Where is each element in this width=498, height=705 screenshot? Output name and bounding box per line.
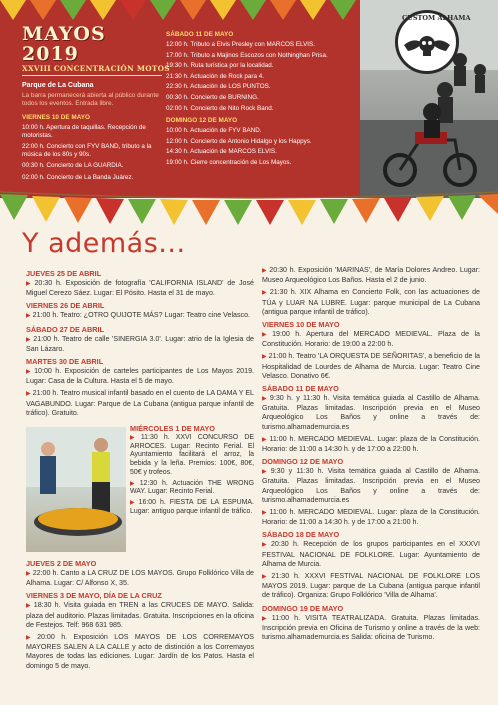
bullet-icon: ▶: [262, 615, 270, 622]
day-heading: MIÉRCOLES 1 DE MAYO: [130, 424, 215, 434]
events-left-column: [26, 266, 254, 674]
saturday-item: 02:00 h. Concierto de Nito Rock Band.: [166, 104, 274, 112]
bullet-icon: ▶: [262, 436, 268, 443]
day-heading: MARTES 30 DE ABRIL: [26, 357, 104, 367]
saturday-item: 17:00 h. Tributo a Majinos Escozos con Nothinghan Prisa.: [166, 51, 328, 59]
bar-note: La barra permanecerá abierta al público durante todos los eventos. Entrada libre.: [22, 92, 159, 107]
day-heading: DOMINGO 19 DE MAYO: [262, 603, 344, 613]
event-item: ▶ 21:30 h. XIX Alhama en Concierto Folk, con las actuaciones de TÚA y LUAR NA LUBRE. Lugar: parque municipal de La Cubana (antigua parque infantil de tráfico).: [262, 288, 480, 316]
bullet-icon: ▶: [130, 499, 137, 506]
custom-alhama-logo: [395, 10, 471, 74]
day-heading: SÁBADO 18 DE MAYO: [262, 530, 340, 540]
sunday-item: 19:00 h. Cierre concentración de Los Mayos.: [166, 158, 292, 166]
logo-text: CUSTOM ALHAMA: [402, 14, 471, 22]
motorcycle-photo: [360, 0, 498, 198]
bullet-icon: ▶: [262, 542, 269, 549]
event-item: ▶ 9:30 h. y 11:30 h. Visita temática guiada al Castillo de Alhama. Gratuita. Plazas limitadas. Inscripción previa en el Museo Arqueológico Los Baños y online a través de: turismo.alhamademurcia.es: [262, 394, 480, 431]
day-heading: JUEVES 2 DE MAYO: [26, 559, 97, 569]
event-item: ▶ 11:30 h. XXVI CONCURSO DE ARROCES. Lugar: Recinto Ferial. El Ayuntamiento facilitará el arroz, la bebida y la leña. Premios: 100€, 80€, 50€ y trofeos.: [130, 434, 254, 476]
event-item: ▶ 16:00 h. FIESTA DE LA ESPUMA. Lugar: antiguo parque infantil de tráfico.: [130, 498, 254, 515]
bullet-icon: ▶: [262, 332, 271, 339]
bullet-icon: ▶: [130, 480, 138, 487]
bullet-icon: ▶: [130, 435, 139, 442]
friday-item: 02:00 h. Concierto de La Banda Juárez.: [22, 173, 134, 181]
event-item: ▶ 20:00 h. Exposición LOS MAYOS DE LOS CORREMAYOS MAYORES SALEN A LA CALLE y acto de distinción a los Corremayos Mayores de todas las ediciones. Lugar: Jardín de los Patos. Hasta el domingo 5 de mayo.: [26, 633, 254, 670]
friday-item: 00:30 h. Concierto de LA GUARDIA.: [22, 162, 124, 170]
bullet-icon: ▶: [26, 571, 31, 578]
day-heading: VIERNES 26 DE ABRIL: [26, 301, 105, 311]
bullet-icon: ▶: [26, 635, 36, 642]
event-item: ▶ 11:00 h. VISITA TEATRALIZADA. Gratuita. Plazas limitadas. Inscripción previa en Oficina de Turismo y online a través de la web: turismo.alhamademurcia.es Salida: oficina de Turismo.: [262, 613, 480, 642]
friday-heading: VIERNES 10 DE MAYO: [22, 114, 90, 121]
event-item: ▶ 21:30 h. XXXVI FESTIVAL NACIONAL DE FOLKLORE LOS MAYOS 2019. Lugar: parque de La Cubana (antigua parque infantil de tráfico). Organiza: Grupo Folklórico 'Villa de Alhama'.: [262, 572, 480, 600]
events-right-column: [262, 266, 480, 645]
saturday-item: 12:00 h. Tributo a Elvis Presley con MARCOS ELVIS.: [166, 41, 315, 48]
saturday-heading: SÁBADO 11 DE MAYO: [166, 31, 234, 38]
event-item: ▶ 21:00 h. Teatro de calle 'SINERGIA 3.0'. Lugar: atrio de la Iglesia de San Lázaro.: [26, 334, 254, 353]
venue: Parque de La Cubana: [22, 82, 94, 89]
sunday-item: 14:30 h. Actuación de MARCOS ELVIS.: [166, 148, 277, 156]
event-item: ▶ 21:00 h. Teatro: ¿OTRO QUIJOTE MÁS? Lugar: Teatro cine Velasco.: [26, 311, 251, 320]
bunting-bottom: [0, 173, 498, 226]
event-item: ▶ 10:00 h. Exposición de carteles participantes de Los Mayos 2019. Lugar: Casa de la Cultura. Hasta el 5 de mayo.: [26, 367, 254, 386]
event-item: ▶ 20:30 h. Exposición de fotografía 'CALIFORNIA ISLAND' de José Miguel Cerezo Sáez. Lugar: El Pósito. Hasta el 31 de mayo.: [26, 279, 254, 298]
bullet-icon: ▶: [26, 369, 33, 376]
bullet-icon: ▶: [262, 268, 268, 274]
bullet-icon: ▶: [262, 290, 268, 297]
saturday-item: 00:30 h. Concierto de BURNING.: [166, 93, 259, 101]
header-banner: [0, 0, 498, 198]
paella-illustration: [26, 427, 126, 552]
bullet-icon: ▶: [262, 510, 268, 517]
saturday-item: 21:30 h. Actuación de Rock para 4.: [166, 72, 265, 80]
skull-wings-icon: [398, 13, 471, 71]
event-item: ▶ 20:30 h. Recepción de los grupos participantes en el XXXVI FESTIVAL NACIONAL DE FOLKLORE. Lugar: Ayuntamiento de Alhama de Murcia.: [262, 540, 480, 568]
friday-item: 10:00 h. Apertura de taquillas. Recepción de motoristas.: [22, 124, 146, 139]
event-item: ▶ 9:30 y 11:30 h. Visita temática guiada al Castillo de Alhama. Gratuita. Plazas limitadas. Inscripción previa en el Museo Arqueológico Los Baños y online a través de: turismo.alhamademurcia.es: [262, 467, 480, 504]
section-title: Y además...: [22, 228, 186, 259]
bullet-icon: ▶: [26, 603, 32, 610]
poster-title: MAYOS 2019: [22, 23, 106, 65]
bullet-icon: ▶: [262, 396, 268, 403]
bullet-icon: ▶: [26, 281, 33, 287]
saturday-item: 22:30 h. Actuación de LOS PUNTOS.: [166, 83, 271, 91]
event-item: ▶ 20:30 h. Exposición 'MARINAS', de María Dolores Andreo. Lugar: Museo Arqueológico Los Baños. Hasta el 2 de junio.: [262, 266, 480, 285]
event-item: ▶ 21:00 h. Teatro 'LA ORQUESTA DE SEÑORITAS', a beneficio de la Hospitalidad de Lourdes de Alhama de Murcia. Lugar: Teatro Cine Velasco. Donativo 6€.: [262, 352, 480, 380]
sunday-item: 12:00 h. Concierto de Antonio Hidalgo y los Happys.: [166, 137, 312, 145]
bullet-icon: ▶: [26, 391, 31, 398]
bullet-icon: ▶: [26, 313, 31, 320]
event-item: ▶ 22:00 h. Canto a LA CRUZ DE LOS MAYOS. Grupo Folklórico Villa de Alhama. Lugar: C/ Alfonso X, 35.: [26, 569, 254, 588]
friday-item: 22:00 h. Concierto con FYV BAND, tributo a la música de los 80s y 90s.: [22, 143, 152, 158]
event-item: ▶ 19:00 h. Apertura del MERCADO MEDIEVAL. Plaza de la Constitución. Horario: de 19:00 a 22:00 h.: [262, 330, 480, 349]
bullet-icon: ▶: [262, 574, 270, 581]
sunday-heading: DOMINGO 12 DE MAYO: [166, 117, 238, 125]
paella-photo: [26, 427, 126, 552]
event-item: ▶ 12:30 h. Actuación THE WRONG WAY. Lugar: Recinto Ferial.: [130, 479, 254, 496]
event-item: ▶ 11:00 h. MERCADO MEDIEVAL. Lugar: plaza de la Constitución. Horario: de 11:00 a 14:30 h. y de 17:00 a 21:00 h.: [262, 508, 480, 527]
poster-subtitle: XXVIII CONCENTRACIÓN MOTOS: [22, 64, 162, 76]
event-item: ▶ 11:00 h. MERCADO MEDIEVAL. Lugar: plaza de la Constitución. Horario: de 11:00 a 14:30 h. y de 17:00 a 22:00 h.: [262, 434, 480, 454]
day-heading: VIERNES 10 DE MAYO: [262, 320, 340, 330]
event-item: ▶ 18:30 h. Visita guiada en TREN a las CRUCES DE MAYO. Salida: plaza del auditorio. Plazas limitadas. Gratuita. Inscripciones en la oficina de Festejos. Telf: 968 631 985.: [26, 601, 254, 629]
saturday-item: 19:30 h. Ruta turística por la localidad.: [166, 62, 274, 70]
header-left: [22, 23, 170, 186]
bullet-icon: ▶: [262, 469, 269, 476]
paella-block: [26, 421, 254, 556]
paella-events: [130, 421, 254, 518]
day-heading: JUEVES 25 DE ABRIL: [26, 269, 102, 278]
event-item: ▶ 21:00 h. Teatro musical infantil basado en el cuento de LA DAMA Y EL VAGABUNDO. Lugar: Parque de La Cubana (antigua parque infantil de tráfico). Gratuito.: [26, 389, 254, 417]
header-middle: [166, 29, 391, 170]
day-heading: SÁBADO 11 DE MAYO: [262, 384, 339, 394]
bullet-icon: ▶: [262, 354, 267, 361]
bullet-icon: ▶: [26, 336, 32, 343]
sunday-item: 10:00 h. Actuación de FYV BAND.: [166, 127, 262, 135]
day-heading: DOMINGO 12 DE MAYO: [262, 457, 344, 467]
day-heading: SÁBADO 27 DE ABRIL: [26, 324, 104, 334]
day-heading: VIERNES 3 DE MAYO, DÍA DE LA CRUZ: [26, 591, 162, 601]
